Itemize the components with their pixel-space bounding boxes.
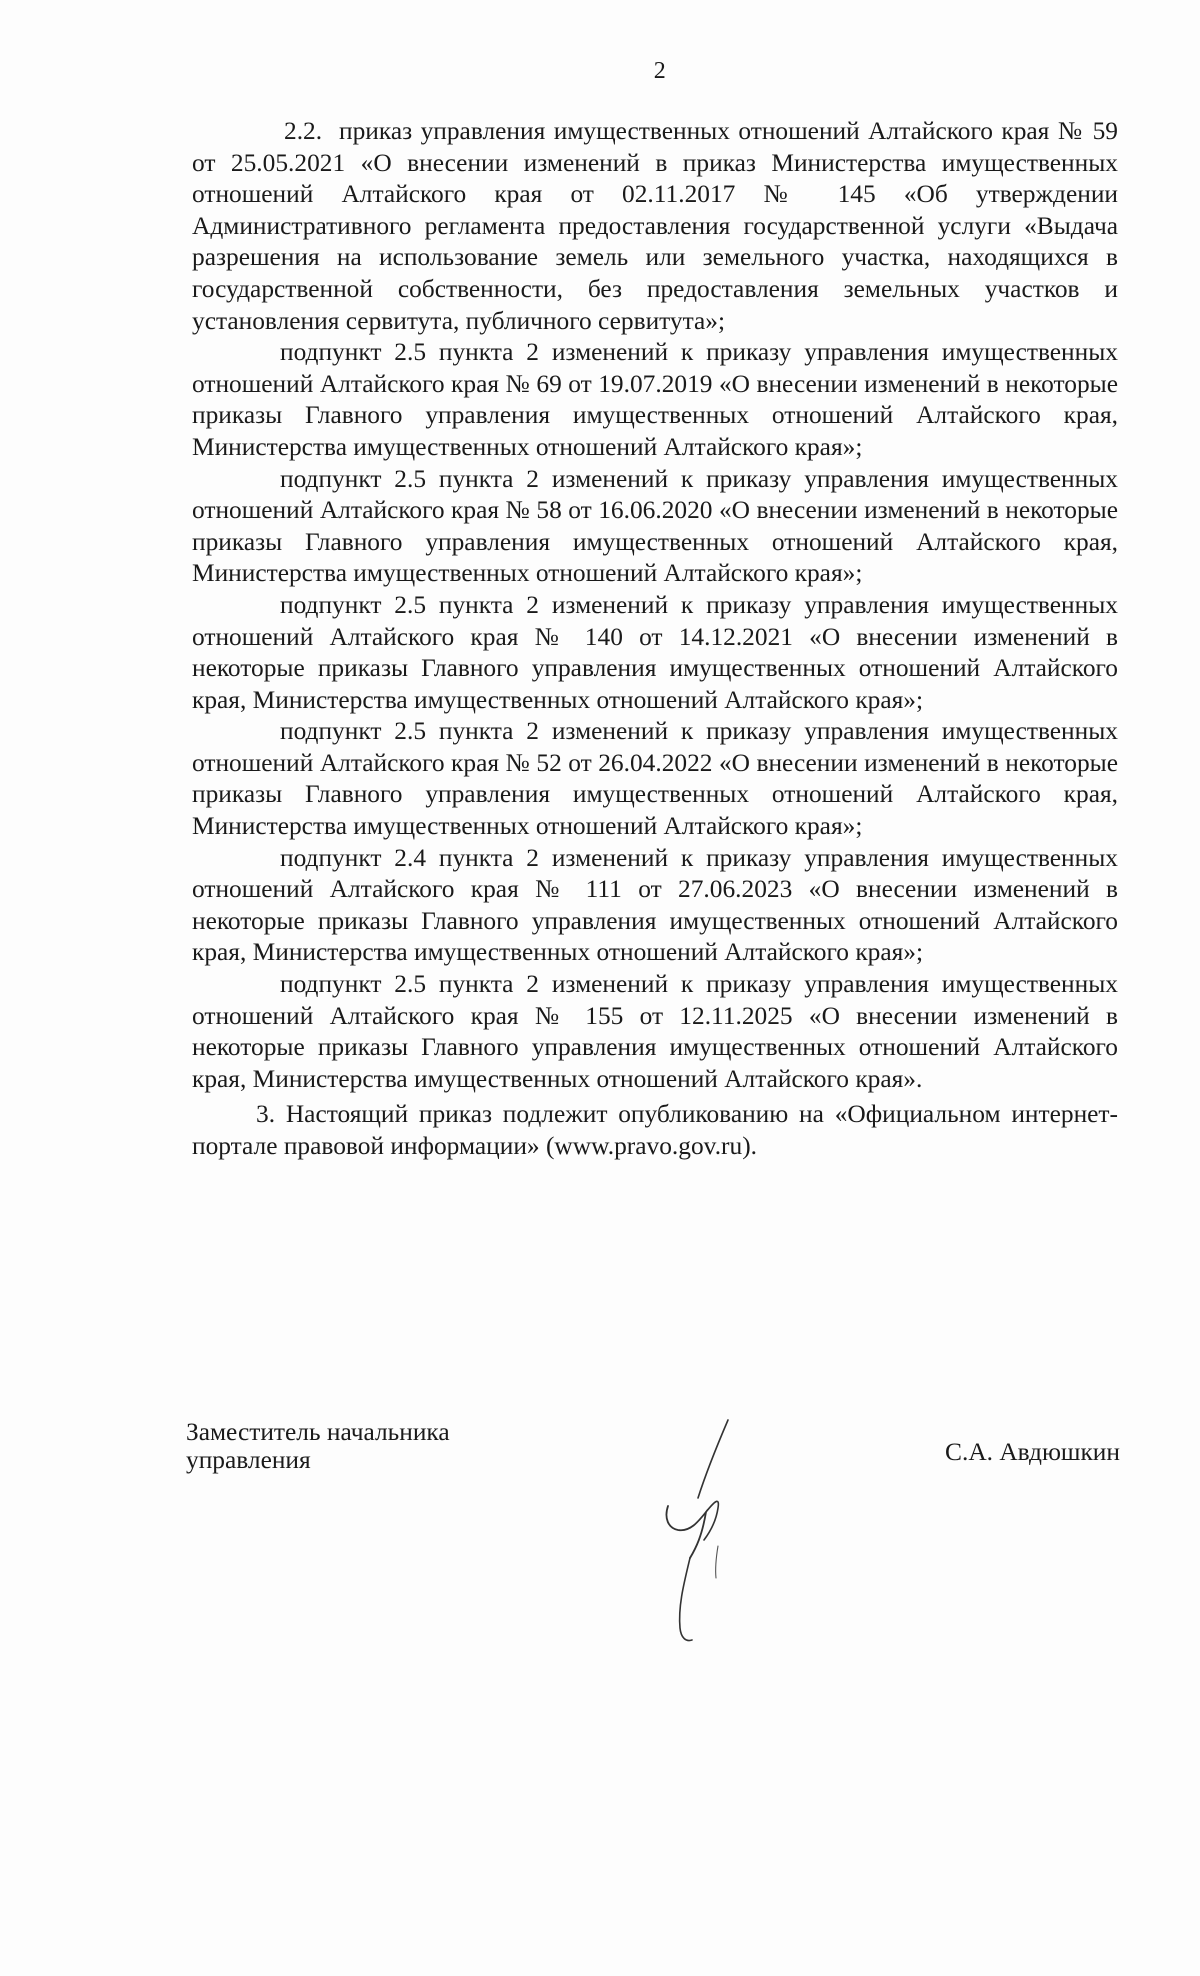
paragraph-3-publication: 3. Настоящий приказ подлежит опубликованию на «Официальном интернет-портале правовой информации» (www.pravo.gov.ru). (192, 1100, 1118, 1160)
list-item-subpoint: подпункт 2.5 пункта 2 изменений к приказу управления имущественных отношений Алтайского края № 155 от 12.11.2025 «О внесении изменений в некоторые приказы Главного управления имущественных отношений Алтайского края, Министерства имущественных отношений Алтайского края». (192, 970, 1118, 1093)
signer-position-line-2: управления (186, 1446, 311, 1474)
paragraph-2-2: 2.2. приказ управления имущественных отношений Алтайского края № 59 от 25.05.2021 «О внесении изменений в приказ Министерства имущественных отношений Алтайского края от 02.11.2017 № 145 «Об утверждении Административного регламента предоставления государственной услуги «Выдача разрешения на использование земель или земельного участка, находящихся в государственной собственности, без предоставления земельных участков и установления сервитута, публичного сервитута»; (192, 117, 1118, 335)
signature-block (186, 1418, 1126, 1658)
list-item-subpoint: подпункт 2.5 пункта 2 изменений к приказу управления имущественных отношений Алтайского края № 69 от 19.07.2019 «О внесении изменений в некоторые приказы Главного управления имущественных отношений Алтайского края, Министерства имущественных отношений Алтайского края»; (192, 338, 1118, 461)
list-item-subpoint: подпункт 2.4 пункта 2 изменений к приказу управления имущественных отношений Алтайского края № 111 от 27.06.2023 «О внесении изменений в некоторые приказы Главного управления имущественных отношений Алтайского края, Министерства имущественных отношений Алтайского края»; (192, 843, 1118, 967)
handwritten-signature (606, 1418, 756, 1648)
list-item-subpoint: подпункт 2.5 пункта 2 изменений к приказу управления имущественных отношений Алтайского края № 52 от 26.04.2022 «О внесении изменений в некоторые приказы Главного управления имущественных отношений Алтайского края, Министерства имущественных отношений Алтайского края»; (192, 717, 1118, 841)
page-number: 2 (653, 58, 667, 84)
list-item-subpoint: подпункт 2.5 пункта 2 изменений к приказу управления имущественных отношений Алтайского края № 140 от 14.12.2021 «О внесении изменений в некоторые приказы Главного управления имущественных отношений Алтайского края, Министерства имущественных отношений Алтайского края»; (192, 590, 1118, 714)
signer-position-line-1: Заместитель начальника (186, 1418, 450, 1446)
signer-position (186, 1418, 606, 1474)
list-item-subpoint: подпункт 2.5 пункта 2 изменений к приказу управления имущественных отношений Алтайского края № 58 от 16.06.2020 «О внесении изменений в некоторые приказы Главного управления имущественных отношений Алтайского края, Министерства имущественных отношений Алтайского края»; (192, 464, 1118, 588)
signer-name: С.А. Авдюшкин (945, 1438, 1120, 1466)
document-body (192, 116, 1118, 1163)
